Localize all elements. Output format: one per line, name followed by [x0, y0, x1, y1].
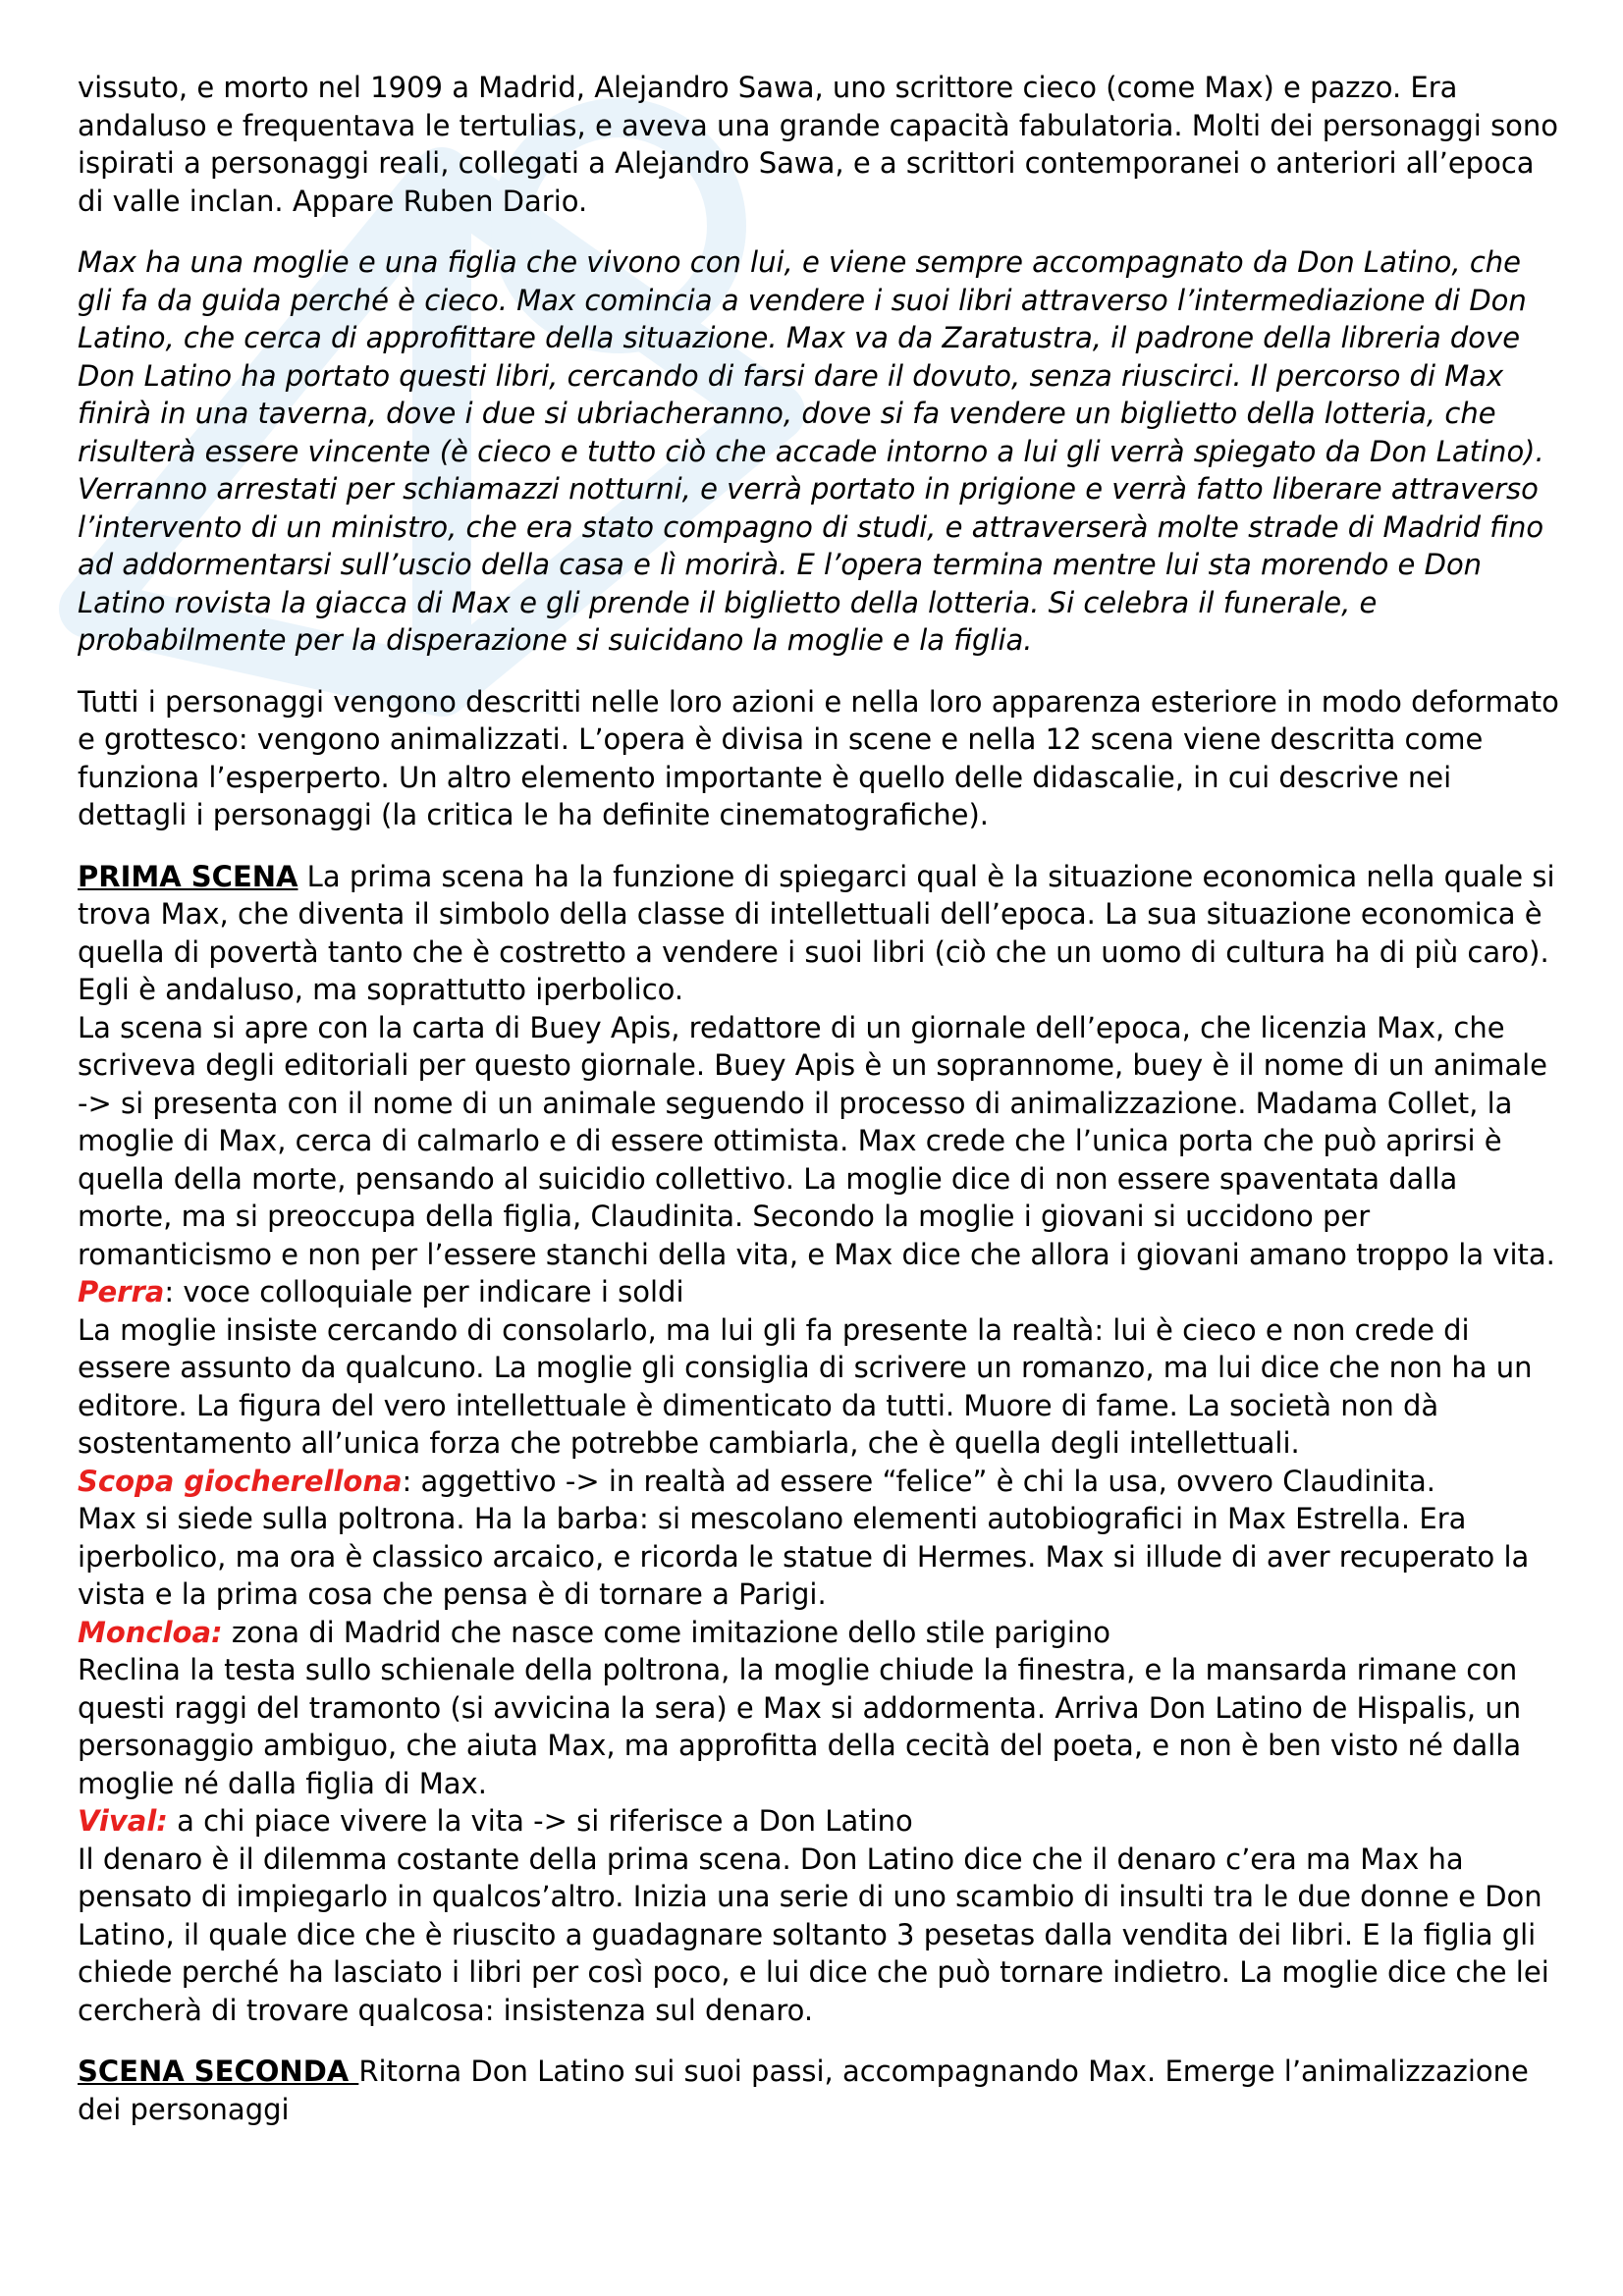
scene1-paragraph-1: La scena si apre con la carta di Buey Apis, redattore di un giornale dell’epoca, che licenzia Max, che scriveva degli editoriali per questo giornale. Buey Apis è un soprannome, buey è il nome di un animale -> si presenta con il nome di un animale seguendo il processo di animalizzazione. Madama Collet, la moglie di Max, cerca di calmarlo e di essere ottimista. Max crede che l’unica porta che può aprirsi è quella della morte, pensando al suicidio collettivo. La moglie dice di non essere spaventata dalla morte, ma si preoccupa della figlia, Claudinita. Secondo la moglie i giovani si uccidono per romanticismo e non per l’essere stanchi della vita, e Max dice che allora i giovani amano troppo la vita. — [78, 1010, 1555, 1271]
glossary-perra — [78, 1273, 1560, 1311]
glossary-def-scopa: : aggettivo -> in realtà ad essere “felice” è chi la usa, ovvero Claudinita. — [402, 1464, 1435, 1498]
glossary-scopa — [78, 1463, 1560, 1501]
scene1-intro-text: La prima scena ha la funzione di spiegarci qual è la situazione economica nella quale si trova Max, che diventa il simbolo della classe di intellettuali dell’epoca. La sua situazione economica è quella di povertà tanto che è costretto a vendere i suoi libri (ciò che un uomo di cultura ha di più caro). Egli è andaluso, ma soprattutto iperbolico. — [78, 859, 1555, 1006]
glossary-term-vival: Vival: — [78, 1804, 168, 1838]
glossary-def-perra: : voce colloquiale per indicare i soldi — [164, 1275, 684, 1308]
scene2-intro — [78, 2053, 1560, 2128]
glossary-def-vival: a chi piace vivere la vita -> si riferisce a Don Latino — [167, 1804, 913, 1838]
scene1-paragraph-2: La moglie insiste cercando di consolarlo, ma lui gli fa presente la realtà: lui è cieco e non crede di essere assunto da qualcuno. La moglie gli consiglia di scrivere un romanzo, ma lui dice che non ha un editore. La figura del vero intellettuale è dimenticato da tutti. Muore di fame. La società non dà sostentamento all’unica forza che potrebbe cambiarla, che è quella degli intellettuali. — [78, 1312, 1533, 1460]
paragraph-intro: vissuto, e morto nel 1909 a Madrid, Alejandro Sawa, uno scrittore cieco (come Max) e pazzo. Era andaluso e frequentava le tertulias, e aveva una grande capacità fabulatoria. Molti dei personaggi sono ispirati a personaggi reali, collegati a Alejandro Sawa, e a scrittori contemporanei o anteriori all’epoca di valle inclan. Appare Ruben Dario. — [78, 71, 1559, 218]
glossary-def-moncloa: zona di Madrid che nasce come imitazione dello stile parigino — [222, 1615, 1111, 1649]
scene2-heading: SCENA SECONDA — [78, 2055, 359, 2088]
scene2-intro-text: Ritorna Don Latino sui suoi passi, accompagnando Max. Emerge l’animalizzazione dei personaggi — [78, 2055, 1529, 2126]
scene1-heading: PRIMA SCENA — [78, 859, 298, 893]
scene1-paragraph-4: Reclina la testa sullo schienale della poltrona, la moglie chiude la finestra, e la mansarda rimane con questi raggi del tramonto (si avvicina la sera) e Max si addormenta. Arriva Don Latino de Hispalis, un personaggio ambiguo, che aiuta Max, ma approfitta della cecità del poeta, e non è ben visto né dalla moglie né dalla figlia di Max. — [78, 1653, 1522, 1800]
scene1-intro — [78, 858, 1560, 1009]
glossary-vival — [78, 1802, 1560, 1841]
glossary-term-scopa: Scopa giocherellona — [78, 1464, 403, 1498]
scene1-paragraph-3: Max si siede sulla poltrona. Ha la barba: si mescolano elementi autobiografici in Max Estrella. Era iperbolico, ma ora è classico arcaico, e ricorda le statue di Hermes. Max si illude di aver recuperato la vista e la prima cosa che pensa è di tornare a Parigi. — [78, 1502, 1530, 1611]
glossary-term-perra: Perra — [78, 1275, 165, 1308]
document-page — [78, 69, 1560, 2128]
glossary-moncloa — [78, 1614, 1560, 1652]
paragraph-plot-summary: Max ha una moglie e una figlia che vivono con lui, e viene sempre accompagnato da Don Latino, che gli fa da guida perché è cieco. Max comincia a vendere i suoi libri attraverso l’intermediazione di Don Latino, che cerca di approfittare della situazione. Max va da Zaratustra, il padrone della libreria dove Don Latino ha portato questi libri, cercando di farsi dare il dovuto, senza riuscirci. Il percorso di Max finirà in una taverna, dove i due si ubriacheranno, dove si fa vendere un biglietto della lotteria, che risulterà essere vincente (è cieco e tutto ciò che accade intorno a lui gli verrà spiegato da Don Latino). Verranno arrestati per schiamazzi notturni, e verrà portato in prigione e verrà fatto liberare attraverso l’intervento di un ministro, che era stato compagno di studi, e attraverserà molte strade di Madrid fino ad addormentarsi sull’uscio della casa e lì morirà. E l’opera termina mentre lui sta morendo e Don Latino rovista la giacca di Max e gli prende il biglietto della lotteria. Si celebra il funerale, e probabilmente per la disperazione si suicidano la moglie e la figlia. — [78, 245, 1544, 657]
scene1-paragraph-5: Il denaro è il dilemma costante della prima scena. Don Latino dice che il denaro c’era ma Max ha pensato di impiegarlo in qualcos’altro. Inizia una serie di uno scambio di insulti tra le due donne e Don Latino, il quale dice che è riuscito a guadagnare soltanto 3 pesetas dalla vendita dei libri. E la figlia gli chiede perché ha lasciato i libri per così poco, e lui dice che può tornare indietro. La moglie dice che lei cercherà di trovare qualcosa: insistenza sul denaro. — [78, 1842, 1549, 2027]
paragraph-characters: Tutti i personaggi vengono descritti nelle loro azioni e nella loro apparenza esteriore in modo deformato e grottesco: vengono animalizzati. L’opera è divisa in scene e nella 12 scena viene descritta come funziona l’esperperto. Un altro elemento importante è quello delle didascalie, in cui descrive nei dettagli i personaggi (la critica le ha definite cinematografiche). — [78, 684, 1559, 831]
glossary-term-moncloa: Moncloa: — [78, 1615, 223, 1649]
